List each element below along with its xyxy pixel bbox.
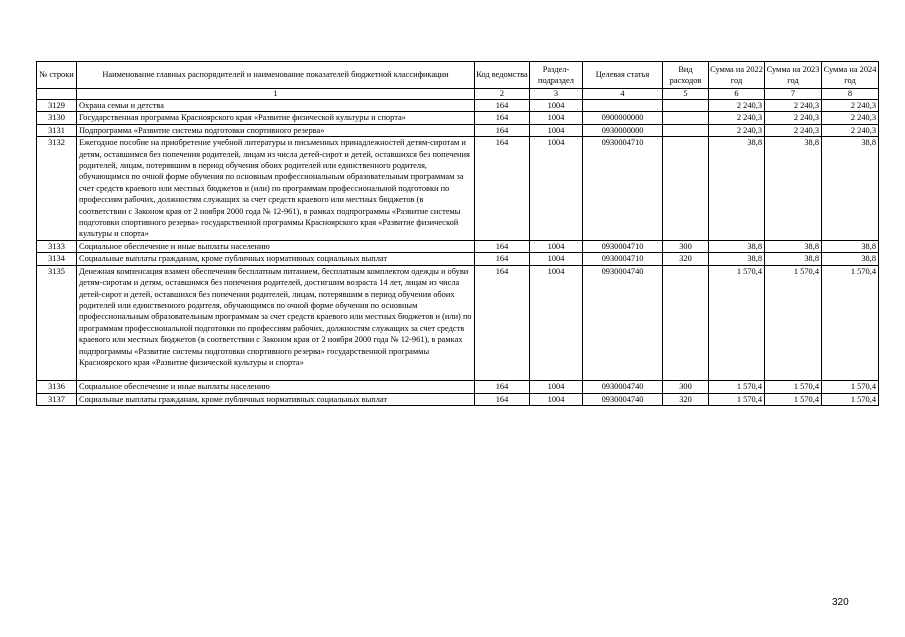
table-row xyxy=(37,240,879,252)
header-department-code: Код ведомства xyxy=(475,62,530,89)
row-sum-2022: 1 570,4 xyxy=(709,393,765,405)
row-section: 1004 xyxy=(530,253,583,265)
row-target-article: 0930004710 xyxy=(583,137,663,241)
row-sum-2022: 1 570,4 xyxy=(709,265,765,381)
row-sum-2022: 2 240,3 xyxy=(709,124,765,136)
row-sum-2024: 1 570,4 xyxy=(822,381,879,393)
row-department-code: 164 xyxy=(475,124,530,136)
row-number: 3136 xyxy=(37,381,77,393)
row-number: 3129 xyxy=(37,100,77,112)
row-sum-2024: 38,8 xyxy=(822,253,879,265)
row-expense-type: 320 xyxy=(663,393,709,405)
column-number xyxy=(37,89,77,100)
column-number: 4 xyxy=(583,89,663,100)
row-target-article: 0930004740 xyxy=(583,393,663,405)
row-expense-type xyxy=(663,112,709,124)
row-number: 3131 xyxy=(37,124,77,136)
row-section: 1004 xyxy=(530,240,583,252)
row-name: Ежегодное пособие на приобретение учебной литературы и письменных принадлежностей детям-сиротам и детям, оставшимся без попечения родителей, лицам из числа детей-сирот и детей, оставшихся без попечения родителей, лицам, потерявшим в период обучения обоих родителей или единственного родителя, обучающимся по очной форме обучения по основным профессиональным образовательным программам за счет средств краевого или местных бюджетов и (или) по программам профессиональной подготовки по профессиям рабочих, должностям служащих за счет средств краевого или местных бюджетов (в соответствии с Законом края от 2 ноября 2000 года № 12-961), в рамках подпрограммы «Развитие системы подготовки спортивного резерва» государственной программы Красноярского края «Развитие физической культуры и спорта» xyxy=(77,137,475,241)
row-department-code: 164 xyxy=(475,265,530,381)
row-sum-2023: 2 240,3 xyxy=(765,100,822,112)
row-sum-2023: 38,8 xyxy=(765,240,822,252)
table-row xyxy=(37,100,879,112)
row-sum-2022: 38,8 xyxy=(709,240,765,252)
column-number: 8 xyxy=(822,89,879,100)
header-sum-2024: Сумма на 2024 год xyxy=(822,62,879,89)
row-name: Социальное обеспечение и иные выплаты населению xyxy=(77,240,475,252)
header-section: Раздел-подраздел xyxy=(530,62,583,89)
row-target-article: 0930004740 xyxy=(583,381,663,393)
table-row xyxy=(37,112,879,124)
row-number: 3133 xyxy=(37,240,77,252)
row-name: Подпрограмма «Развитие системы подготовки спортивного резерва» xyxy=(77,124,475,136)
row-sum-2024: 1 570,4 xyxy=(822,265,879,381)
row-sum-2022: 2 240,3 xyxy=(709,112,765,124)
header-sum-2023: Сумма на 2023 год xyxy=(765,62,822,89)
row-section: 1004 xyxy=(530,381,583,393)
column-number: 2 xyxy=(475,89,530,100)
row-section: 1004 xyxy=(530,137,583,241)
table-row xyxy=(37,265,879,381)
row-section: 1004 xyxy=(530,265,583,381)
row-name: Социальные выплаты гражданам, кроме публичных нормативных социальных выплат xyxy=(77,253,475,265)
row-expense-type xyxy=(663,124,709,136)
row-section: 1004 xyxy=(530,100,583,112)
row-target-article xyxy=(583,100,663,112)
row-sum-2023: 38,8 xyxy=(765,253,822,265)
row-sum-2023: 2 240,3 xyxy=(765,124,822,136)
row-sum-2023: 1 570,4 xyxy=(765,381,822,393)
row-expense-type: 320 xyxy=(663,253,709,265)
row-name: Охрана семьи и детства xyxy=(77,100,475,112)
table-header-row xyxy=(37,62,879,89)
row-department-code: 164 xyxy=(475,393,530,405)
table-row xyxy=(37,137,879,241)
budget-table xyxy=(36,61,879,406)
header-target-article: Целевая статья xyxy=(583,62,663,89)
column-number: 5 xyxy=(663,89,709,100)
row-expense-type xyxy=(663,100,709,112)
row-sum-2022: 2 240,3 xyxy=(709,100,765,112)
column-number: 6 xyxy=(709,89,765,100)
row-sum-2022: 38,8 xyxy=(709,253,765,265)
table-row xyxy=(37,393,879,405)
row-target-article: 0930004710 xyxy=(583,240,663,252)
column-number-row xyxy=(37,89,879,100)
row-sum-2024: 2 240,3 xyxy=(822,100,879,112)
row-number: 3137 xyxy=(37,393,77,405)
row-name: Денежная компенсация взамен обеспечения бесплатным питанием, бесплатным комплектом одежды и обуви детям-сиротам и детям, оставшимся без попечения родителей, достигшим возраста 14 лет, лицам из числа детей-сирот и детей, оставшихся без попечения родителей, лицам, потерявшим в период обучения обоих родителей или единственного родителя, обучающимся по очной форме обучения по основным профессиональным образовательным программам за счет средств краевого или местных бюджетов и (или) по программам профессиональной подготовки по профессиям рабочих, должностям служащих за счет средств краевого или местных бюджетов (в соответствии с Законом края от 2 ноября 2000 года № 12-961), в рамках подпрограммы «Развитие системы подготовки спортивного резерва» государственной программы Красноярского края «Развитие физической культуры и спорта» xyxy=(77,265,475,381)
row-sum-2023: 2 240,3 xyxy=(765,112,822,124)
row-target-article: 0930004740 xyxy=(583,265,663,381)
row-name: Социальное обеспечение и иные выплаты населению xyxy=(77,381,475,393)
row-department-code: 164 xyxy=(475,381,530,393)
row-section: 1004 xyxy=(530,112,583,124)
row-department-code: 164 xyxy=(475,253,530,265)
row-sum-2022: 1 570,4 xyxy=(709,381,765,393)
table-row xyxy=(37,124,879,136)
row-section: 1004 xyxy=(530,393,583,405)
row-sum-2024: 1 570,4 xyxy=(822,393,879,405)
header-expense-type: Вид расходов xyxy=(663,62,709,89)
column-number: 1 xyxy=(77,89,475,100)
row-department-code: 164 xyxy=(475,240,530,252)
row-number: 3130 xyxy=(37,112,77,124)
row-target-article: 0930004710 xyxy=(583,253,663,265)
row-sum-2023: 1 570,4 xyxy=(765,393,822,405)
row-department-code: 164 xyxy=(475,137,530,241)
row-sum-2023: 38,8 xyxy=(765,137,822,241)
row-number: 3135 xyxy=(37,265,77,381)
row-sum-2024: 38,8 xyxy=(822,240,879,252)
row-sum-2024: 38,8 xyxy=(822,137,879,241)
row-sum-2024: 2 240,3 xyxy=(822,112,879,124)
page-number: 320 xyxy=(832,597,849,608)
row-department-code: 164 xyxy=(475,112,530,124)
header-row-number: № строки xyxy=(37,62,77,89)
table-row xyxy=(37,253,879,265)
row-target-article: 0900000000 xyxy=(583,112,663,124)
row-expense-type: 300 xyxy=(663,381,709,393)
header-sum-2022: Сумма на 2022 год xyxy=(709,62,765,89)
row-sum-2022: 38,8 xyxy=(709,137,765,241)
row-name: Социальные выплаты гражданам, кроме публичных нормативных социальных выплат xyxy=(77,393,475,405)
row-sum-2023: 1 570,4 xyxy=(765,265,822,381)
row-expense-type xyxy=(663,265,709,381)
row-section: 1004 xyxy=(530,124,583,136)
row-name: Государственная программа Красноярского края «Развитие физической культуры и спорта» xyxy=(77,112,475,124)
row-sum-2024: 2 240,3 xyxy=(822,124,879,136)
header-name: Наименование главных распорядителей и наименование показателей бюджетной классификации xyxy=(77,62,475,89)
table-row xyxy=(37,381,879,393)
row-target-article: 0930000000 xyxy=(583,124,663,136)
column-number: 3 xyxy=(530,89,583,100)
row-number: 3134 xyxy=(37,253,77,265)
column-number: 7 xyxy=(765,89,822,100)
row-department-code: 164 xyxy=(475,100,530,112)
row-number: 3132 xyxy=(37,137,77,241)
row-expense-type: 300 xyxy=(663,240,709,252)
row-expense-type xyxy=(663,137,709,241)
